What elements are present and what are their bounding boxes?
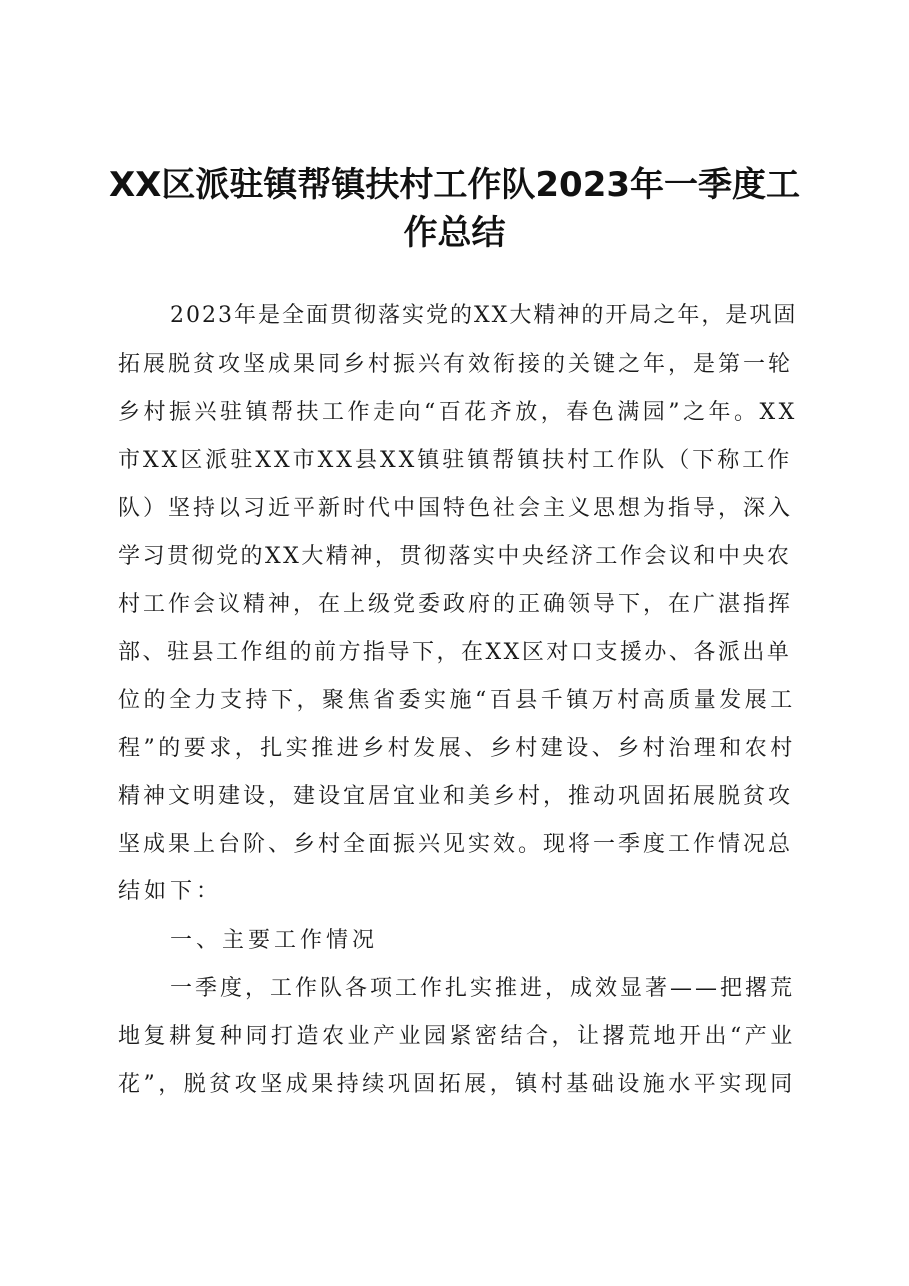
section-heading: 一、主要工作情况	[170, 928, 379, 953]
body-line: 市XX区派驻XX市XX县XX镇驻镇帮镇扶村工作队（下称工作	[118, 448, 793, 473]
body-line: 花”，脱贫攻坚成果持续巩固拓展，镇村基础设施水平实现同	[118, 1072, 796, 1097]
body-line: 程”的要求，扎实推进乡村发展、乡村建设、乡村治理和农村	[118, 736, 796, 761]
body-line: 精神文明建设，建设宜居宜业和美乡村，推动巩固拓展脱贫攻	[118, 784, 794, 809]
body-line: 拓展脱贫攻坚成果同乡村振兴有效衔接的关键之年，是第一轮	[118, 352, 794, 377]
body-line: 队）坚持以习近平新时代中国特色社会主义思想为指导，深入	[118, 496, 794, 521]
body-line: 乡村振兴驻镇帮扶工作走向“百花齐放，春色满园”之年。XX	[118, 400, 798, 425]
body-line: 结如下：	[118, 879, 223, 904]
document-title-line-2: 作总结	[403, 213, 506, 253]
body-line: 村工作会议精神，在上级党委政府的正确领导下，在广湛指挥	[118, 592, 794, 617]
body-line: 地复耕复种同打造农业产业园紧密结合，让撂荒地开出“产业	[118, 1024, 796, 1049]
body-line: 一季度，工作队各项工作扎实推进，成效显著——把撂荒	[170, 976, 796, 1001]
body-line: 坚成果上台阶、乡村全面振兴见实效。现将一季度工作情况总	[118, 832, 794, 857]
body-line: 学习贯彻党的XX大精神，贯彻落实中央经济工作会议和中央农	[118, 544, 792, 569]
body-line: 2023年是全面贯彻落实党的XX大精神的开局之年，是巩固	[170, 303, 798, 328]
body-line: 位的全力支持下，聚焦省委实施“百县千镇万村高质量发展工	[118, 688, 796, 713]
body-line: 部、驻县工作组的前方指导下，在XX区对口支援办、各派出单	[118, 640, 792, 665]
document-title-line-1: XX区派驻镇帮镇扶村工作队2023年一季度工	[108, 165, 801, 205]
